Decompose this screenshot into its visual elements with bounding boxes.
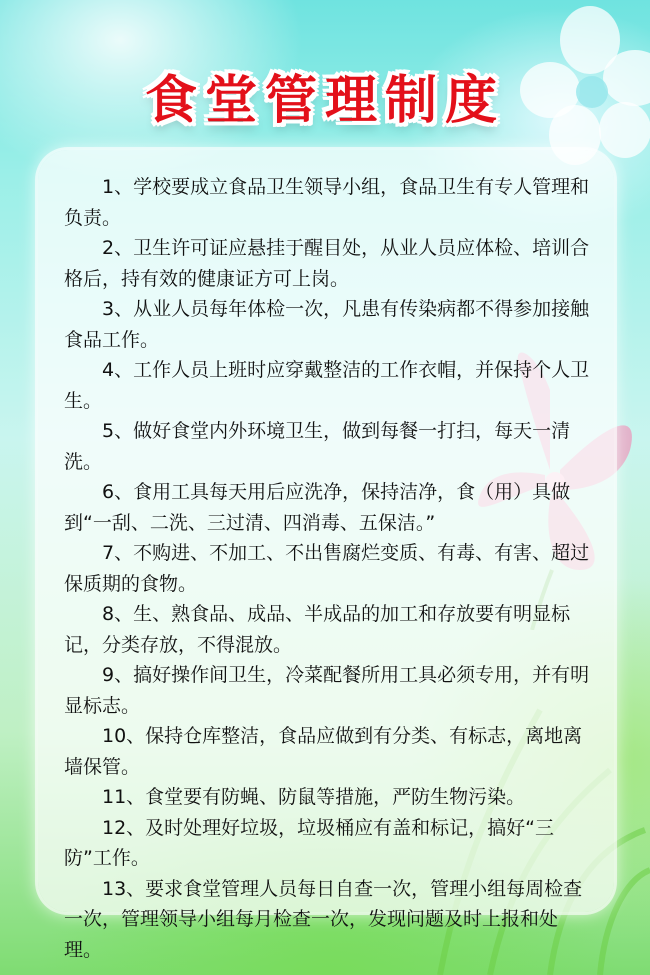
rule-item-12: 12、及时处理好垃圾，垃圾桶应有盖和标记，搞好“三防”工作。 (64, 816, 555, 869)
rule-item-3: 3、从业人员每年体检一次，凡患有传染病都不得参加接触食品工作。 (64, 298, 590, 351)
rule-item-2: 2、卫生许可证应悬挂于醒目处，从业人员应体检、培训合格后，持有效的健康证方可上岗。 (64, 237, 590, 290)
rule-item-1: 1、学校要成立食品卫生领导小组，食品卫生有专人管理和负责。 (64, 176, 590, 229)
rules-list (64, 172, 594, 965)
page-title: 食堂管理制度 (144, 71, 505, 131)
rule-item-13: 13、要求食堂管理人员每日自查一次，管理小组每周检查一次，管理领导小组每月检查一次，发现问题及时上报和处理。 (64, 877, 583, 961)
rule-item-11: 11、食堂要有防蝇、防鼠等措施，严防生物污染。 (102, 786, 526, 808)
rule-item-10: 10、保持仓库整洁，食品应做到有分类、有标志，离地离墙保管。 (64, 725, 583, 778)
rule-item-5: 5、做好食堂内外环境卫生，做到每餐一打扫，每天一清洗。 (64, 420, 571, 473)
rule-item-8: 8、生、熟食品、成品、半成品的加工和存放要有明显标记，分类存放，不得混放。 (64, 603, 571, 656)
rule-item-7: 7、不购进、不加工、不出售腐烂变质、有毒、有害、超过保质期的食物。 (64, 542, 590, 595)
rule-item-9: 9、搞好操作间卫生，冷菜配餐所用工具必须专用，并有明显标志。 (64, 664, 590, 717)
rule-item-4: 4、工作人员上班时应穿戴整洁的工作衣帽，并保持个人卫生。 (64, 359, 590, 412)
rule-item-6: 6、食用工具每天用后应洗净，保持洁净，食（用）具做到“一刮、二洗、三过清、四消毒、五保洁。” (64, 481, 571, 534)
